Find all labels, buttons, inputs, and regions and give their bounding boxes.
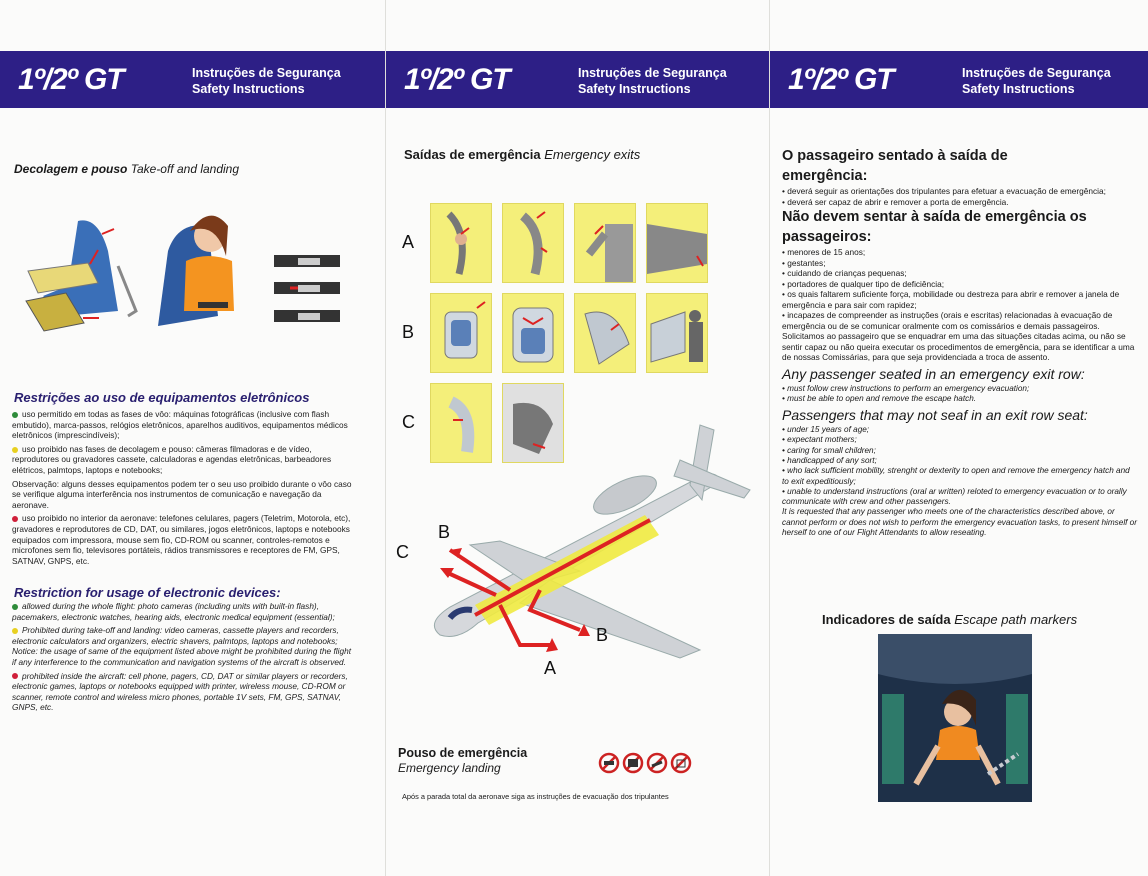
exit-row-heading-pt: O passageiro sentado à saída de emergência: (782, 148, 1008, 184)
section-exits-title: Saídas de emergência Emergency exits (404, 147, 641, 162)
yellow-dot-icon (12, 447, 18, 453)
restriction-en-yellow: Prohibited during take-off and landing: video cameras, cassette players and recorders, electronic calculators and organizers, electric shavers, palmtops, laptops and notebooks; Notice: the usage of same of the equipment listed above might be prohibited during the flight if any interference to the communication and navigation systems of the aircraft is observed. (12, 625, 352, 667)
restrictions-en-title: Restriction for usage of electronic devices: (14, 585, 281, 600)
landing-title: Pouso de emergência (398, 746, 528, 760)
row-label-c: C (402, 412, 415, 432)
prohibition-icons (598, 752, 692, 779)
step-b2 (502, 293, 564, 373)
header-title: Instruções de Segurança Safety Instructions (962, 66, 1111, 96)
landing-subtitle: Emergency landing (398, 761, 501, 775)
section-takeoff-title: Decolagem e pouso Take-off and landing (14, 162, 240, 176)
escape-path-illustration (878, 634, 1032, 802)
list-item: • deverá seguir as orientações dos tripulantes para efetuar a evacuação de emergência; (782, 186, 1106, 196)
green-dot-icon (12, 412, 18, 418)
list-item: • must be able to open and remove the escape hatch. (782, 393, 977, 403)
list-item: • under 15 years of age; (782, 425, 870, 435)
plane-label-b-top: B (438, 522, 451, 542)
header-band (770, 51, 1148, 108)
seat-change-note-pt: Solicitamos ao passageiro que se enquadrar em uma das situações citadas acima, ou não se sentir capaz ou não queira executar os procedimentos de emergência, para se identificar a uma de nossas Comissárias, para que seja providenciada a troca de assento. (782, 331, 1135, 362)
header-band (386, 51, 770, 108)
list-item: • must follow crew instructions to perform an emergency evacuation; (782, 383, 1030, 393)
restriction-pt-green: uso permitido em todas as fases de vôo: máquinas fotográficas (inclusive com flash embutido), marca-passos, relógios eletrônicos, aparelhos auditivos, equipamentos médicos eletrônicos (imprescindíveis); (12, 409, 348, 441)
not-seat-heading-en: Passengers that may not seaf in an exit row seat: (782, 407, 1088, 424)
row-label-b: B (402, 322, 415, 342)
header-title: Instruções de Segurança Safety Instructions (578, 66, 727, 96)
restrictions-pt-title: Restrições ao uso de equipamentos eletrônicos (14, 390, 310, 405)
exit-row-text (782, 146, 1138, 538)
plane-label-a: A (544, 658, 557, 678)
list-item: • portadores de qualquer tipo de deficiência; (782, 278, 945, 289)
list-item: • handicapped of any sort; (782, 455, 877, 465)
list-item: • who lack sufficient mobility, strenght or dexterity to open and remove the emergency hatch and to exit expeditiously; (782, 466, 1130, 486)
restriction-pt-red: uso proibido no interior da aeronave: telefones celulares, pagers (Teletrim, Motorola, etc), gravadores e reprodutores de CD, DAT, ou similares, jogos eletrônicos, laptops e notebooks equipados com impressora, mouse sem fio, CD-ROM ou scanner, controles-remotos e microfones sem fio, televisores portáteis, rádios transmissores e receptores de FM, GPS, SATNAV, GNPS, etc. (12, 513, 351, 566)
list-item: • expectant mothers; (782, 435, 857, 445)
not-seat-heading-pt: Não devem sentar à saída de emergência os passageiros: (782, 209, 1087, 245)
step-b4 (646, 293, 708, 373)
header-title: Instruções de Segurança Safety Instructions (192, 66, 341, 96)
step-a1 (430, 203, 492, 283)
step-a3 (574, 203, 636, 283)
no-baggage-icon (672, 754, 690, 772)
no-electronics-icon (624, 754, 642, 772)
list-item: • caring for small children; (782, 445, 876, 455)
step-b3 (574, 293, 636, 373)
no-heels-icon (648, 754, 666, 772)
red-dot-icon (12, 516, 18, 522)
list-item: • cuidando de crianças pequenas; (782, 268, 907, 278)
header-band (0, 51, 386, 108)
restriction-pt-note: Observação: alguns desses equipamentos podem ter o seu uso proibido durante o vôo caso se verifique alguma interferência nos instrumentos de comunicação e navegação da aeronave. (12, 478, 352, 510)
brand-logo: 1º/2º GT (404, 63, 510, 96)
list-item: • gestantes; (782, 257, 826, 268)
step-a4 (646, 203, 708, 283)
plane-label-b-bottom: B (596, 625, 609, 645)
no-smoking-icon (600, 754, 618, 772)
landing-note: Após a parada total da aeronave siga as instruções de evacuação dos tripulantes (402, 792, 669, 801)
plane-label-c: C (396, 542, 409, 562)
brand-logo: 1º/2º GT (18, 63, 124, 96)
step-b1 (430, 293, 492, 373)
markers-title: Indicadores de saída Escape path markers (822, 612, 1078, 627)
restriction-en-green: allowed during the whole flight: photo cameras (including units with built-in flash), pacemakers, electronic watches, hearing aids, electronic medical equipment (essential); (12, 601, 335, 622)
restrictions-en-list (12, 601, 357, 716)
panel-takeoff (0, 0, 386, 876)
panel-exits (386, 0, 770, 876)
row-label-a: A (402, 232, 415, 252)
restriction-pt-yellow: uso proibido nas fases de decolagem e pouso: câmeras filmadoras e de vídeo, reprodutores ou gravadores cassete, calculadoras e agendas eletrônicas, barbeadores elétricos, palmtops, laptops e notebooks; (12, 443, 332, 475)
list-item: • os quais faltarem suficiente força, mobilidade ou destreza para abrir e remover a janela de emergência e para sair com rapidez; (782, 289, 1120, 310)
list-item: • incapazes de compreender as instruções (orais e escritas) relacionadas à evacuação de emergência ou de se comunicar oralmente com os comissários e demais passageiros. (782, 310, 1113, 331)
seat-change-note-en: It is requested that any passenger who meets one of the characteristics described above, or cannot perform or does not wish to perform the emergency evacuation tasks, to present himself or herself to one of our Flight Attendants to allow reseating. (782, 507, 1137, 538)
list-item: • deverá ser capaz de abrir e remover a porta de emergência. (782, 196, 1009, 207)
restrictions-pt-list (12, 409, 357, 569)
panel-exit-row (770, 0, 1148, 876)
yellow-dot-icon (12, 628, 18, 634)
restriction-en-red: prohibited inside the aircraft: cell phone, pagers, CD, DAT or similar players or recorders, electronic games, laptops or notebooks equipped with printer, wireless mouse, CD-ROM or scanner, remote control and wireless micro phones, portable 1V sets, FM, GPS, SATNAV, GNPS, etc. (12, 670, 348, 713)
red-dot-icon (12, 673, 18, 679)
list-item: • menores de 15 anos; (782, 247, 866, 257)
step-a2 (502, 203, 564, 283)
aircraft-exit-diagram (400, 410, 760, 680)
exit-row-heading-en: Any passenger seated in an emergency exit row: (782, 365, 1085, 382)
brand-logo: 1º/2º GT (788, 63, 894, 96)
list-item: • unable to understand instructions (oral ar written) reloted to emergency evacuation or to orally communicate with crew and other passengers. (782, 486, 1127, 507)
takeoff-illustration (18, 206, 358, 336)
green-dot-icon (12, 604, 18, 610)
